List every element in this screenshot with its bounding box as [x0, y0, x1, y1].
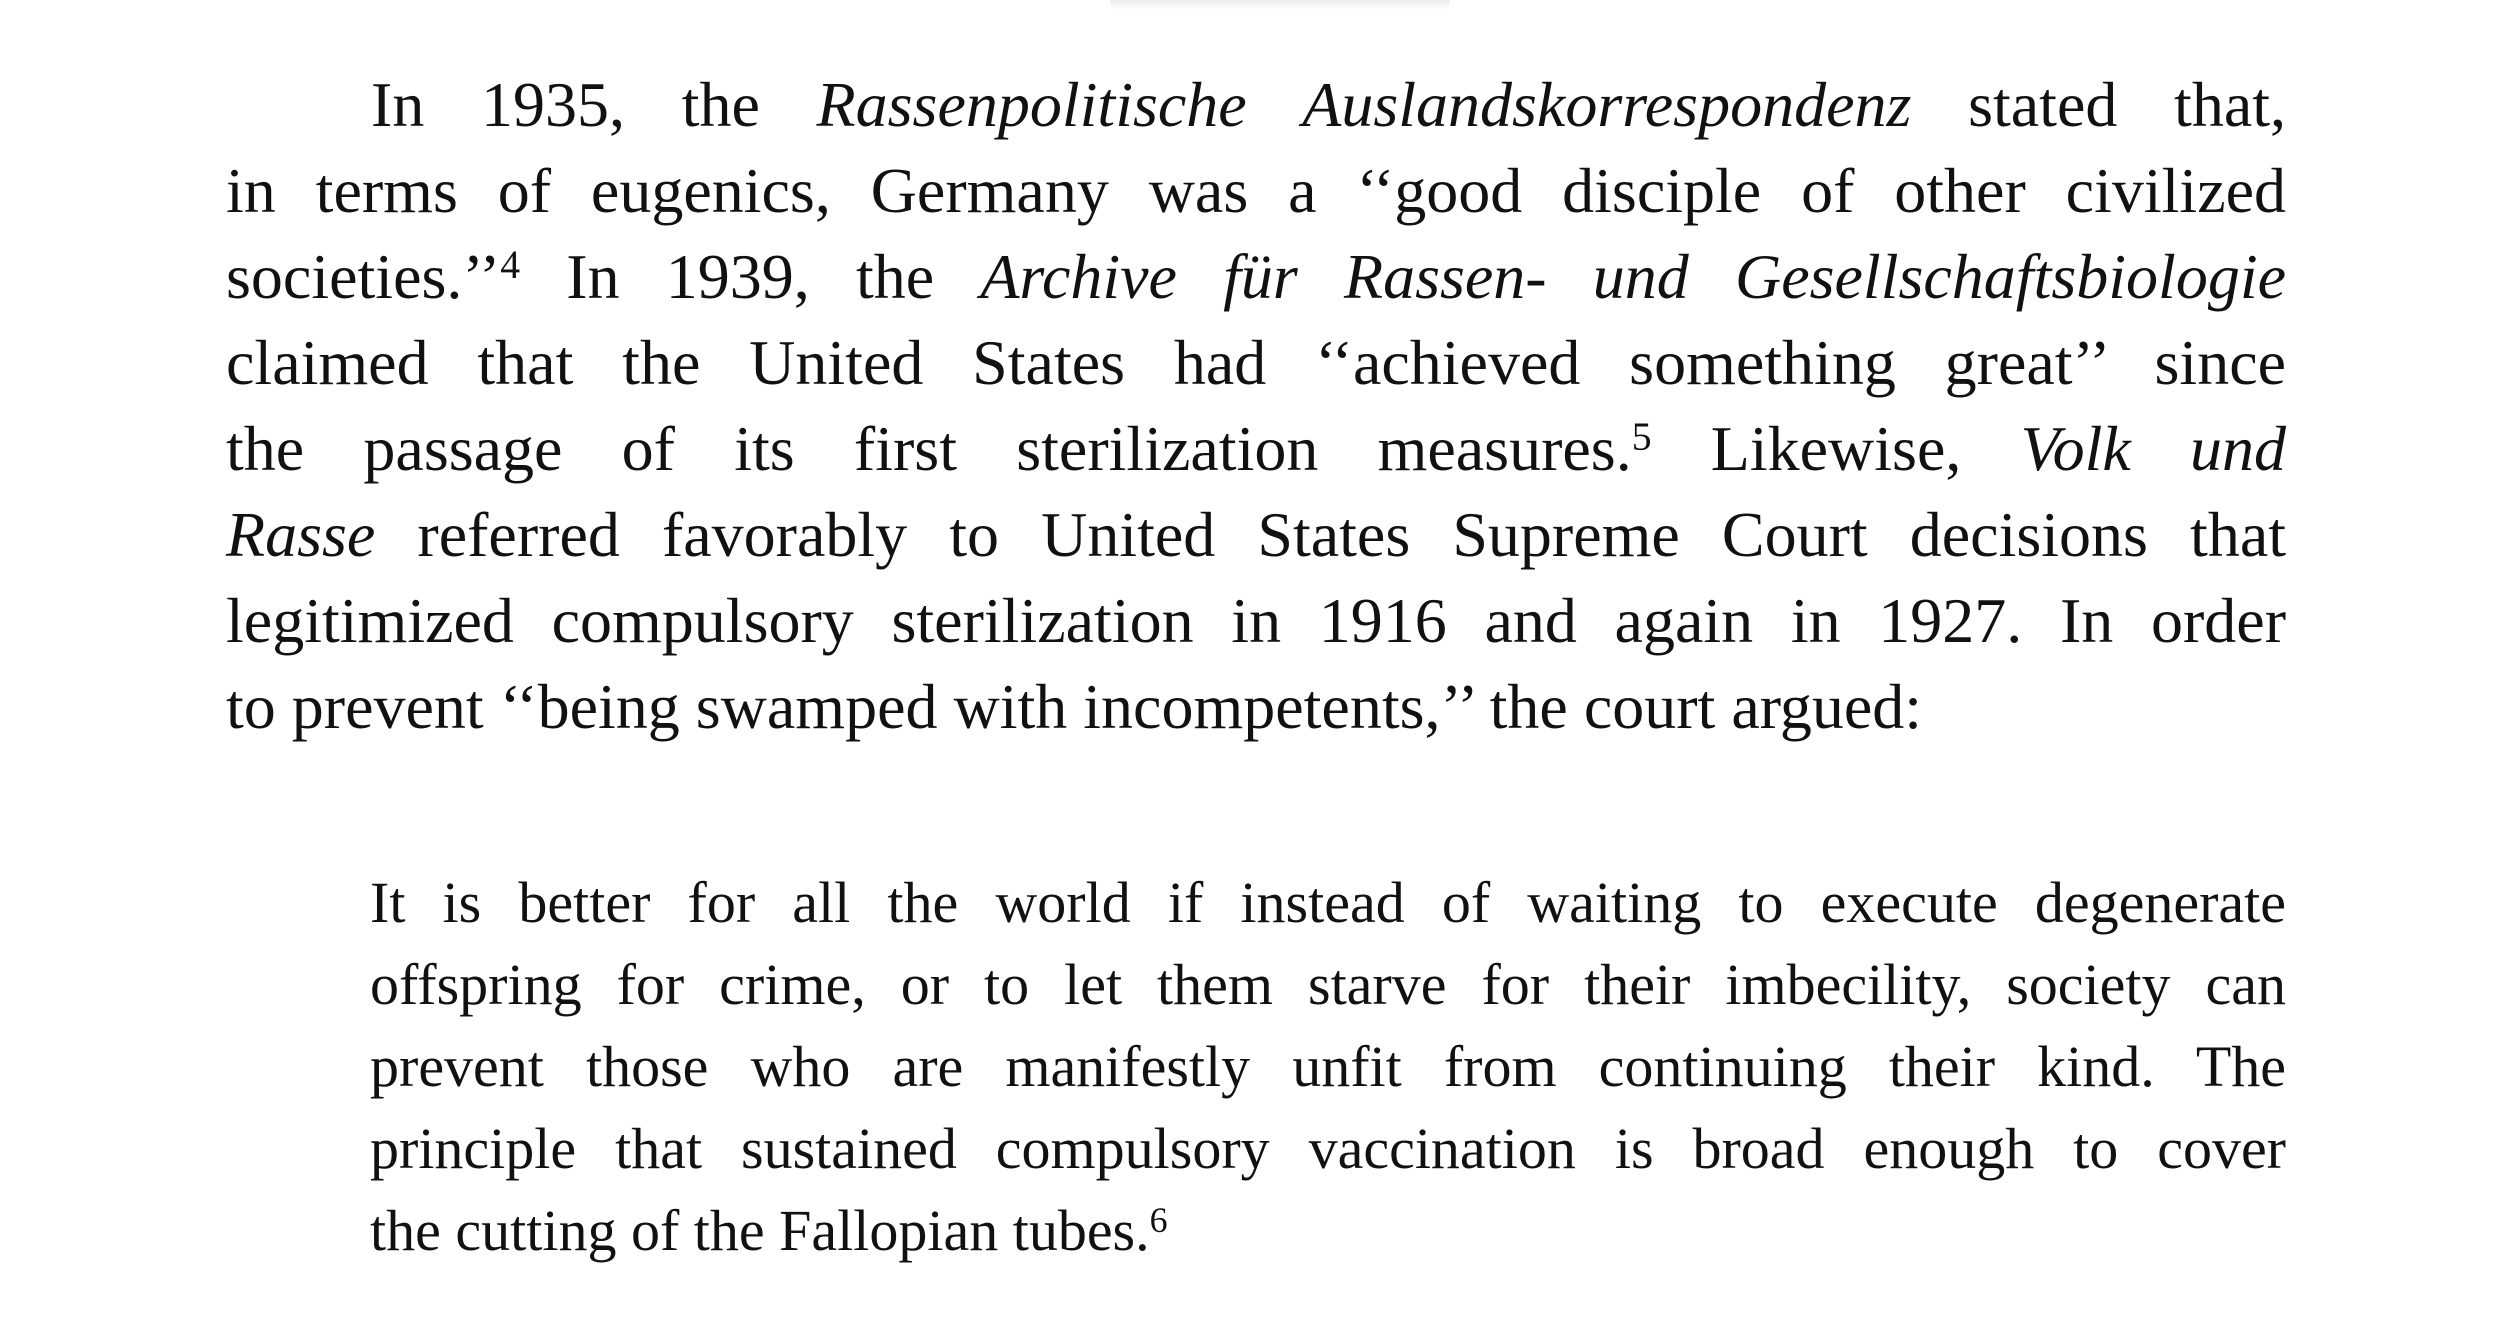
- quote-line: [370, 862, 2286, 944]
- text-run: offspring for crime, or to let them starve for their imbecility, society can: [370, 952, 2286, 1017]
- footnote-marker: 5: [1631, 415, 1652, 460]
- text-run: stated that,: [1911, 69, 2287, 140]
- text-run: in terms of eugenics, Germany was a ‘‘good disciple of other civilized: [226, 155, 2286, 226]
- text-run: referred favorably to United States Supreme Court decisions that: [375, 499, 2286, 570]
- paragraph-line: [226, 234, 2286, 320]
- text-run: In 1935, the: [371, 69, 817, 140]
- italic-title: Rassenpolitische Auslandskorrespondenz: [816, 69, 1912, 140]
- footnote-marker: 6: [1149, 1200, 1168, 1241]
- footnote-marker: 4: [500, 243, 521, 288]
- paragraph-line: [226, 148, 2286, 234]
- text-run: prevent those who are manifestly unfit from continuing their kind. The: [370, 1034, 2286, 1099]
- text-run: the passage of its first sterilization measures.: [226, 413, 1632, 484]
- quote-line: [370, 944, 2286, 1026]
- text-run: In 1939, the: [520, 241, 981, 312]
- quote-line: [370, 1026, 2286, 1108]
- text-run: the cutting of the Fallopian tubes.: [370, 1198, 1150, 1263]
- text-run: to prevent ‘‘being swamped with incompetents,’’ the court argued:: [226, 671, 1923, 742]
- paragraph-line: [226, 320, 2286, 406]
- body-paragraph: [226, 62, 2286, 750]
- text-run: societies.’’: [226, 241, 501, 312]
- text-run: Likewise,: [1651, 413, 2021, 484]
- quote-line: [370, 1108, 2286, 1190]
- text-run: principle that sustained compulsory vaccination is broad enough to cover: [370, 1116, 2286, 1181]
- italic-title: Rasse: [226, 499, 376, 570]
- text-run: legitimized compulsory sterilization in 1916 and again in 1927. In order: [226, 585, 2286, 656]
- paragraph-line: [226, 62, 2286, 148]
- italic-title: Volk und: [2020, 413, 2287, 484]
- block-quote: [370, 862, 2286, 1272]
- quote-line: [370, 1190, 2286, 1272]
- paragraph-line: [226, 492, 2286, 578]
- italic-title: Archive für Rassen- und Gesellschaftsbiologie: [980, 241, 2286, 312]
- text-run: It is better for all the world if instead of waiting to execute degenerate: [370, 870, 2286, 935]
- paragraph-line: [226, 664, 2286, 750]
- text-run: claimed that the United States had ‘‘achieved something great’’ since: [226, 327, 2286, 398]
- paragraph-line: [226, 406, 2286, 492]
- paragraph-line: [226, 578, 2286, 664]
